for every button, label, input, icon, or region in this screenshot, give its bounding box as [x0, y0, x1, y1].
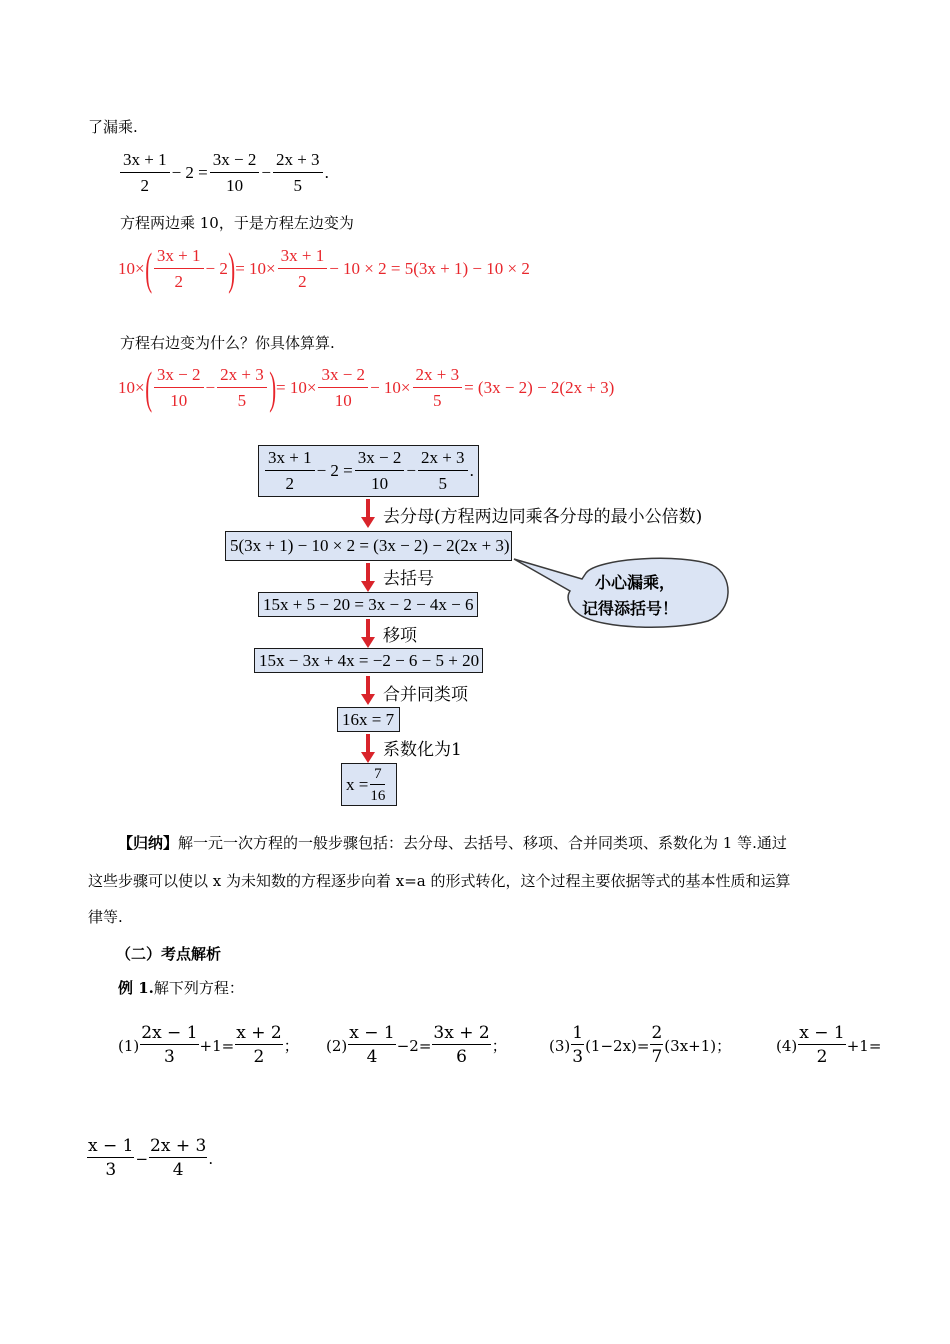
bubble-text-1: 小心漏乘，	[595, 573, 676, 592]
step-label-combine-like-terms: 合并同类项	[383, 685, 468, 705]
problem-4-continued: x − 1 3 − $\frac{2x + 3}{4}$ .	[88, 1136, 214, 1180]
intro-line: 了漏乘.	[88, 118, 138, 136]
flow-arrow-4	[360, 676, 376, 706]
example-heading: 例 1.解下列方程：	[118, 979, 244, 997]
step-label-remove-parentheses: 去括号	[383, 569, 434, 589]
problem-2: (2) x − 1 4 −2= $\frac{3x + 2}{6}$ ；	[326, 1023, 507, 1067]
step-label-clear-denominators: 去分母(方程两边同乘各分母的最小公倍数)	[383, 507, 703, 527]
flow-arrow-5	[360, 734, 376, 764]
step-label-transpose: 移项	[383, 626, 417, 646]
step-label-coefficient-to-one: 系数化为1	[383, 740, 462, 760]
problem-4: (4) x − 1 2 +1=	[776, 1023, 882, 1067]
bubble-text-2: 记得添括号！	[582, 599, 679, 618]
flow-box-after-remove-parentheses: 15x + 5 − 20 = 3x − 2 − 4x − 6	[258, 592, 478, 617]
flow-box-solution: x = $\frac{7}{16}$	[341, 763, 397, 806]
equation-right-side: 10× ( $\frac{3x - 2}{10}$ − $\frac{2x + 3}{5}$ ) = 10× $\frac{3x - 2}{10}$ − 10× $\frac{2x + 3}{5}$ = (3x − 2) − 2(2x + 3)	[118, 362, 615, 413]
summary-line-3: 律等.	[88, 908, 123, 926]
line-right-side-question: 方程右边变为什么？你具体算算.	[120, 334, 335, 352]
flow-arrow-2	[360, 563, 376, 593]
equation-left-side: 10× ( $\frac{3x + 1}{2}$ − 2 ) = 10× $\frac{3x + 1}{2}$ − 10 × 2 = 5(3x + 1) − 10 × 2	[118, 243, 530, 294]
flow-box-after-transpose: 15x − 3x + 4x = −2 − 6 − 5 + 20	[254, 648, 483, 673]
line-multiply-10: 方程两边乘 10，于是方程左边变为	[120, 214, 354, 232]
problem-1: (1) 2x − 1 3 +1= $\frac{x + 2}{2}$ ；	[118, 1023, 299, 1067]
equation-original: $\frac{3x + 1}{2}$ − 2 = $\frac{3x - 2}{10}$ − $\frac{2x + 3}{5}$ .	[118, 150, 329, 196]
flow-arrow-1	[360, 499, 376, 529]
flow-box-after-clear-denominators: 5(3x + 1) − 10 × 2 = (3x − 2) − 2(2x + 3)	[225, 531, 512, 561]
flow-box-combined: 16x = 7	[337, 707, 400, 732]
flow-arrow-3	[360, 619, 376, 649]
problem-3: (3) 1 3 (1−2x)= $\frac{2}{7}$ (3x+1)；	[549, 1023, 732, 1067]
flow-box-original-equation: $\frac{3x + 1}{2}$ − 2 = $\frac{3x - 2}{10}$ − $\frac{2x + 3}{5}$ .	[258, 445, 479, 497]
summary-line-1: 【归纳】解一元一次方程的一般步骤包括：去分母、去括号、移项、合并同类项、系数化为 1 等.通过	[118, 834, 787, 852]
summary-line-2: 这些步骤可以使以 x 为未知数的方程逐步向着 x=a 的形式转化，这个过程主要依据等式的基本性质和运算	[88, 872, 791, 890]
section-title: （二）考点解析	[116, 945, 222, 963]
